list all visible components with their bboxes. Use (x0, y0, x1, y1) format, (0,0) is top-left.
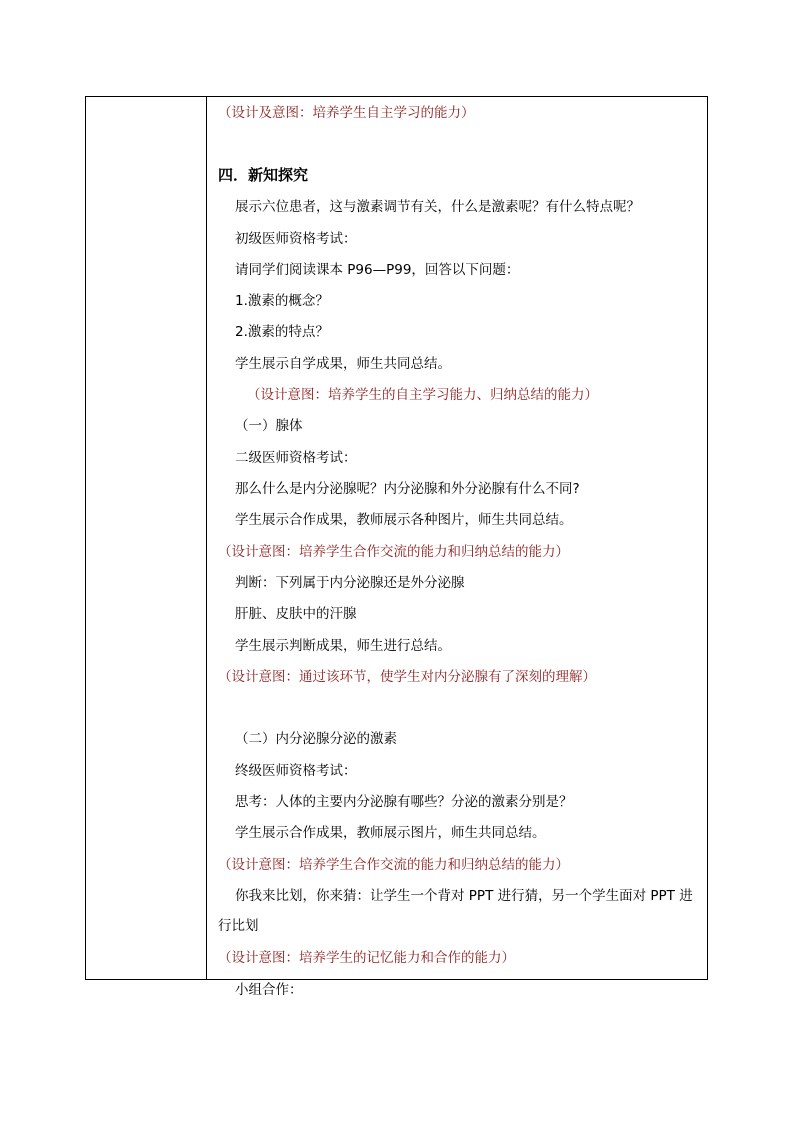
lesson-plan-table (85, 96, 708, 998)
summary-3: 学生展示判断成果，师生进行总结。 (235, 638, 451, 654)
summary-2: 学生展示合作成果，教师展示各种图片，师生共同总结。 (235, 512, 573, 528)
left-column-cell (86, 97, 207, 979)
question-1: 1.激素的概念？ (235, 293, 329, 309)
judge-items: 肝脏、皮肤中的汗腺 (235, 606, 357, 622)
exam-level-1: 初级医师资格考试： (235, 231, 357, 247)
design-intent-5: （设计意图：培养学生合作交流的能力和归纳总结的能力） (218, 857, 569, 873)
design-intent-6: （设计意图：培养学生的记忆能力和合作的能力） (218, 950, 515, 966)
question-3: 那么什么是内分泌腺呢？内分泌腺和外分泌腺有什么不同? (235, 481, 580, 497)
group-work: 小组合作： (235, 982, 303, 998)
reading-task: 请同学们阅读课本 P96—P99，回答以下问题： (235, 262, 520, 278)
summary-1: 学生展示自学成果，师生共同总结。 (235, 356, 451, 372)
content-column-cell (207, 97, 707, 998)
judge-prompt: 判断：下列属于内分泌腺还是外分泌腺 (235, 575, 465, 591)
question-2: 2.激素的特点？ (235, 324, 329, 340)
subsection-hormones: （二）内分泌腺分泌的激素 (235, 731, 397, 747)
design-intent-2: （设计意图：培养学生的自主学习能力、归纳总结的能力） (247, 387, 598, 403)
subsection-glands: （一）腺体 (235, 418, 303, 434)
design-intent-3: （设计意图：培养学生合作交流的能力和归纳总结的能力） (218, 544, 569, 560)
game-activity: 你我来比划，你来猜：让学生一个背对 PPT 进行猜，另一个学生面对 PPT 进行比划 (218, 888, 693, 934)
design-intent-4: （设计意图：通过该环节，使学生对内分泌腺有了深刻的理解） (218, 669, 596, 685)
section-heading: 四．新知探究 (218, 166, 309, 184)
summary-4: 学生展示合作成果，教师展示图片，师生共同总结。 (235, 825, 546, 841)
intro-text: 展示六位患者，这与激素调节有关，什么是激素呢？有什么特点呢？ (235, 199, 640, 215)
question-4: 思考：人体的主要内分泌腺有哪些？分泌的激素分别是？ (235, 794, 573, 810)
design-intent-1: （设计及意图：培养学生自主学习的能力） (218, 105, 475, 121)
exam-level-3: 终级医师资格考试： (235, 763, 357, 779)
exam-level-2: 二级医师资格考试： (235, 450, 357, 466)
